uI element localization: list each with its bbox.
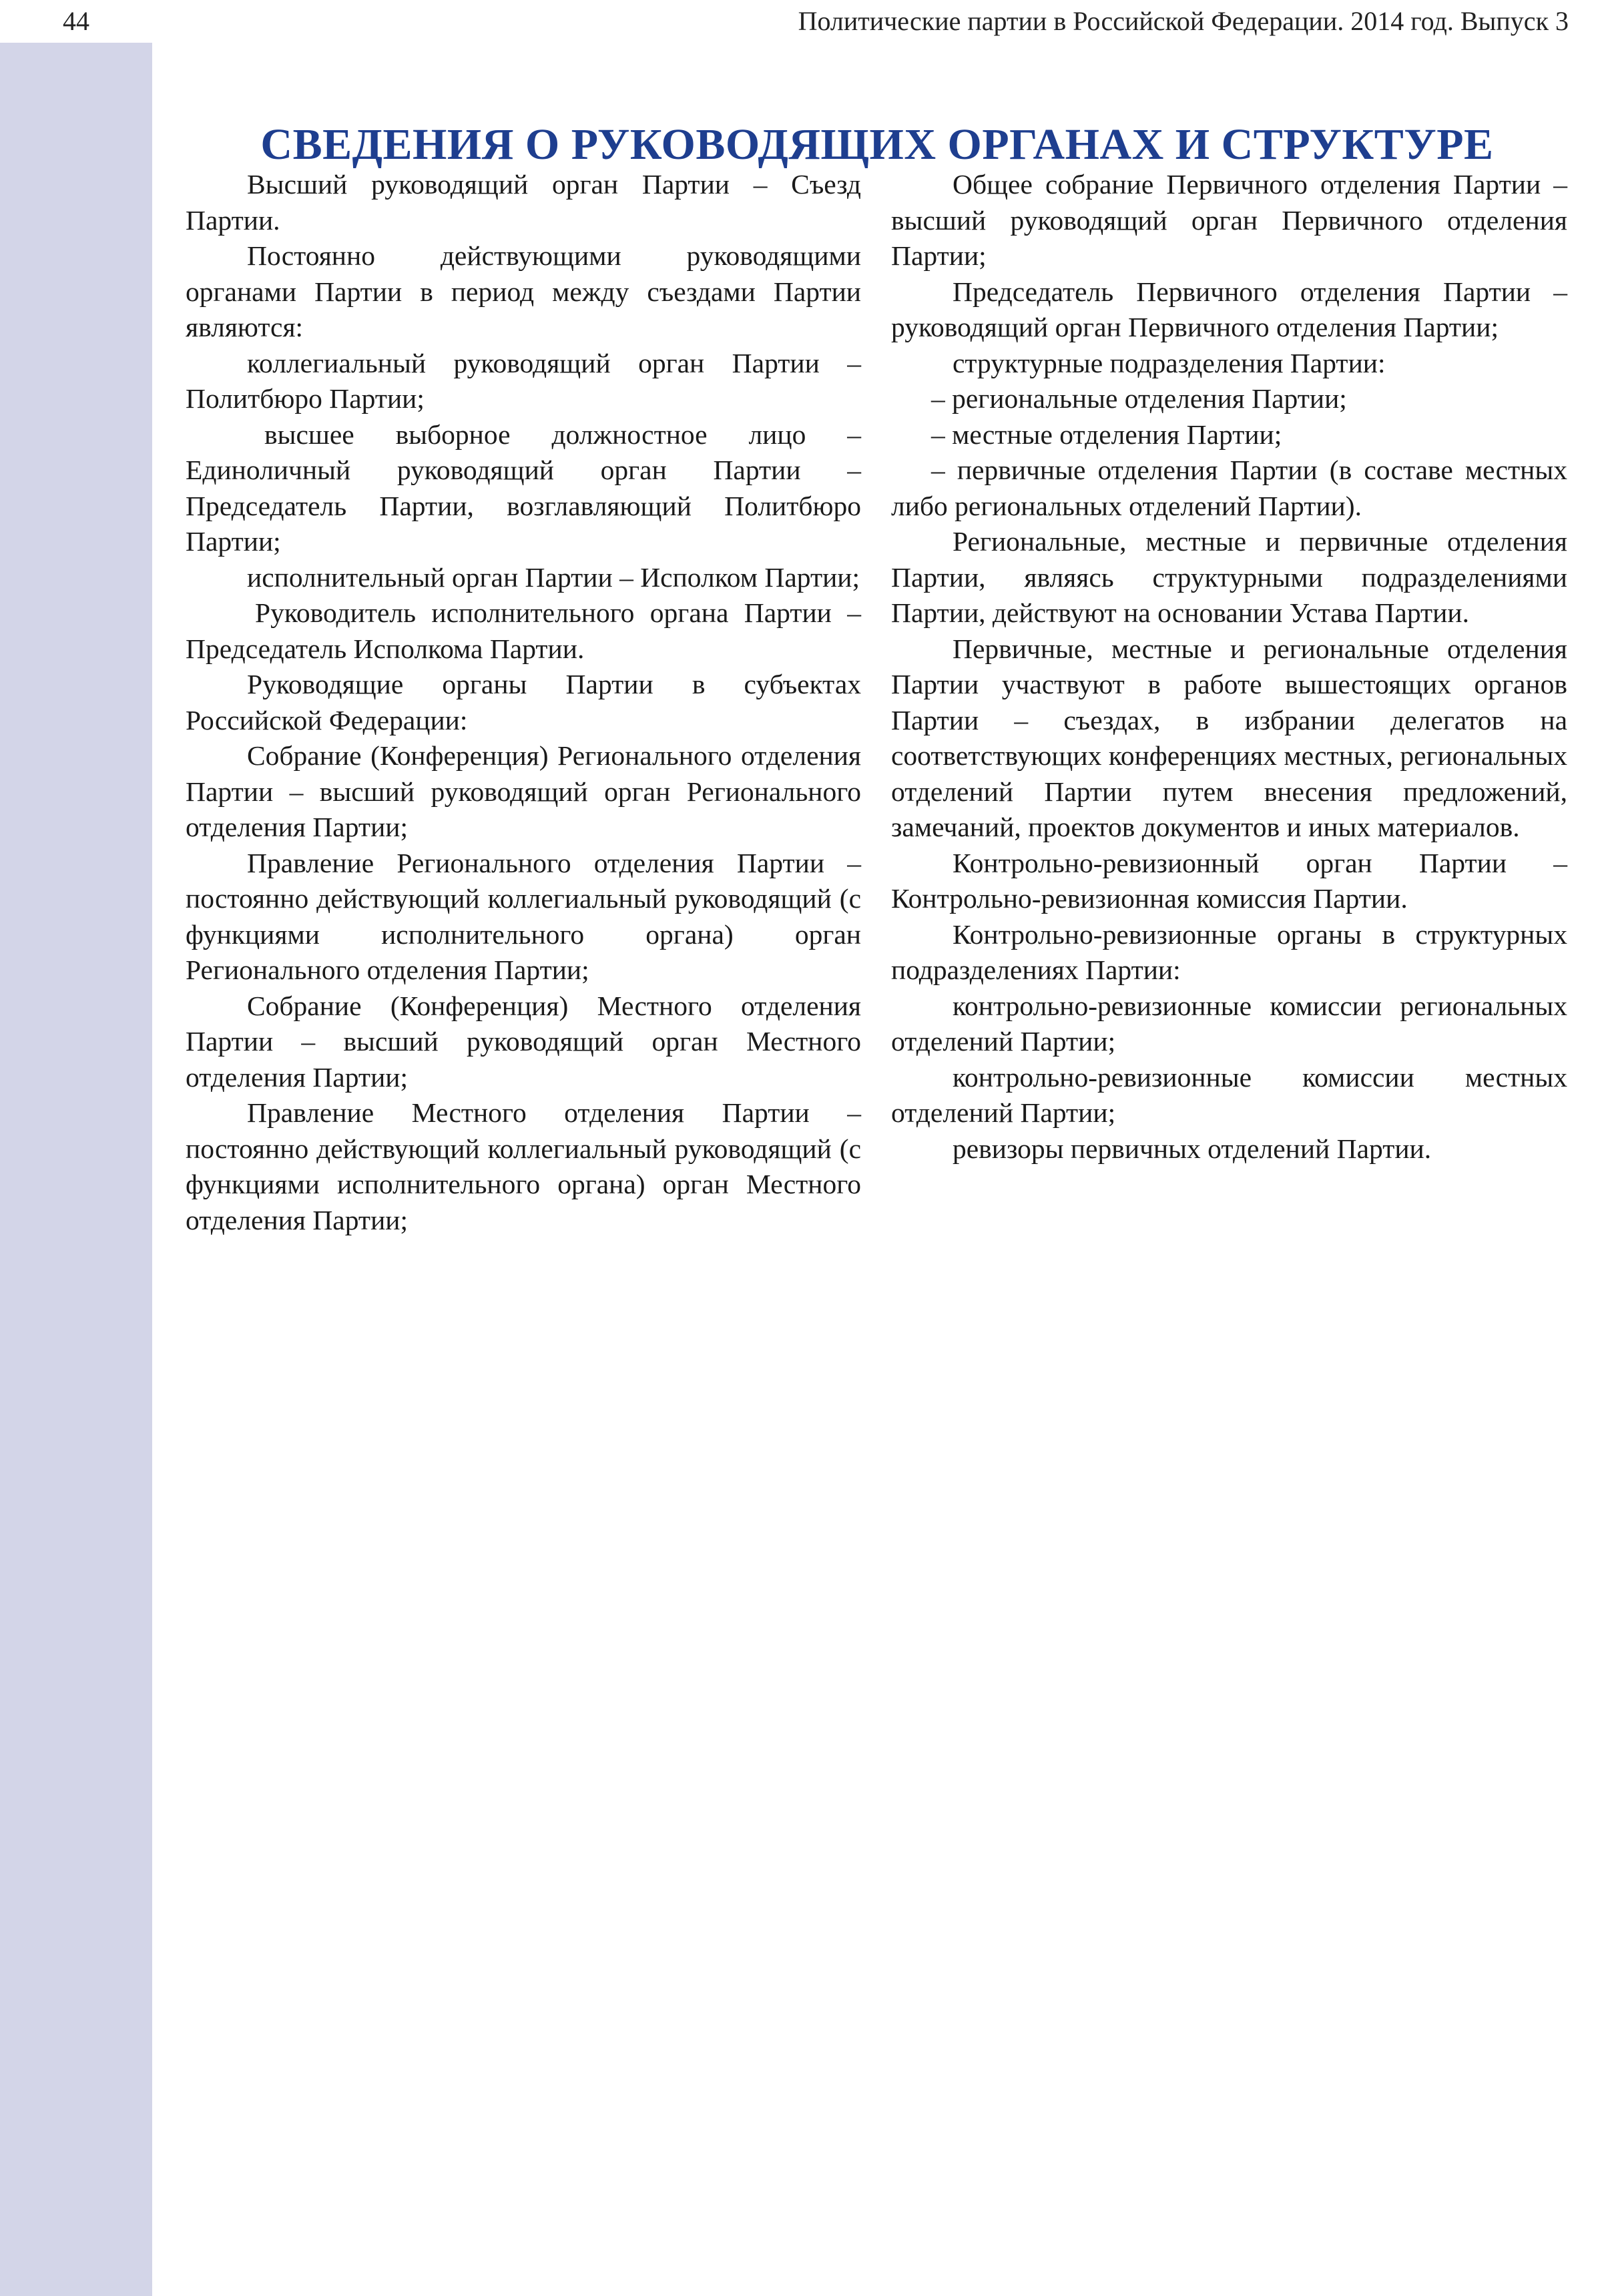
paragraph: высшее выборное должностное лицо – Единоличный руководящий орган Партии – Председатель Партии, возглавляющий Политбюро Партии; xyxy=(186,418,861,557)
left-column xyxy=(186,167,861,1238)
paragraph: Собрание (Конференция) Регионального отделения Партии – высший руководящий орган Регионального отделения Партии; xyxy=(186,740,861,842)
paragraph: Собрание (Конференция) Местного отделения Партии – высший руководящий орган Местного отделения Партии; xyxy=(186,990,861,1093)
paragraph: Региональные, местные и первичные отделения Партии, являясь структурными подразделениями Партии, действуют на основании Устава Партии. xyxy=(891,526,1567,628)
paragraph: Руководитель исполнительного органа Партии – Председатель Исполкома Партии. xyxy=(186,597,861,664)
section-title: СВЕДЕНИЯ О РУКОВОДЯЩИХ ОРГАНАХ И СТРУКТУРЕ xyxy=(260,120,1494,170)
paragraph: Первичные, местные и региональные отделения Партии участвуют в работе вышестоящих органов Партии – съездах, в избрании делегатов на соответствующих конференциях местных, региональных отделений Партии путем внесения предложений, замечаний, проектов документов и иных материалов. xyxy=(891,633,1567,842)
paragraph: Правление Местного отделения Партии – постоянно действующий коллегиальный руководящий (с функциями исполнительного органа) орган Местного отделения Партии; xyxy=(186,1097,861,1235)
list-item: – региональные отделения Партии; xyxy=(931,383,1347,414)
paragraph: Общее собрание Первичного отделения Партии – высший руководящий орган Первичного отделения Партии; xyxy=(891,169,1567,271)
page-side-band xyxy=(0,0,152,2296)
list-item: – первичные отделения Партии (в составе местных либо региональных отделений Партии). xyxy=(891,455,1567,521)
paragraph: структурные подразделения Партии: xyxy=(953,347,1386,378)
paragraph: Правление Регионального отделения Партии – постоянно действующий коллегиальный руководящий (с функциями исполнительного органа) орган Регионального отделения Партии; xyxy=(186,847,861,985)
paragraph: коллегиальный руководящий орган Партии – Политбюро Партии; xyxy=(186,347,861,414)
paragraph: Контрольно-ревизионный орган Партии – Контрольно-ревизионная комиссия Партии. xyxy=(891,847,1567,914)
paragraph: контрольно-ревизионные комиссии региональных отделений Партии; xyxy=(891,990,1567,1057)
paragraph: Руководящие органы Партии в субъектах Российской Федерации: xyxy=(186,669,861,736)
paragraph: Высший руководящий орган Партии – Съезд Партии. xyxy=(186,169,861,236)
paragraph: исполнительный орган Партии – Исполком Партии; xyxy=(247,561,860,593)
paragraph: Постоянно действующими руководящими органами Партии в период между съездами Партии являются: xyxy=(186,240,861,342)
paragraph: ревизоры первичных отделений Партии. xyxy=(953,1133,1432,1164)
running-header: Политические партии в Российской Федерации. 2014 год. Выпуск 3 xyxy=(798,6,1569,36)
paragraph: Председатель Первичного отделения Партии – руководящий орган Первичного отделения Партии; xyxy=(891,276,1567,342)
right-column xyxy=(891,167,1567,1167)
paragraph: Контрольно-ревизионные органы в структурных подразделениях Партии: xyxy=(891,918,1567,985)
page-number: 44 xyxy=(0,0,152,43)
list-item: – местные отделения Партии; xyxy=(931,418,1282,450)
paragraph: контрольно-ревизионные комиссии местных отделений Партии; xyxy=(891,1061,1567,1128)
